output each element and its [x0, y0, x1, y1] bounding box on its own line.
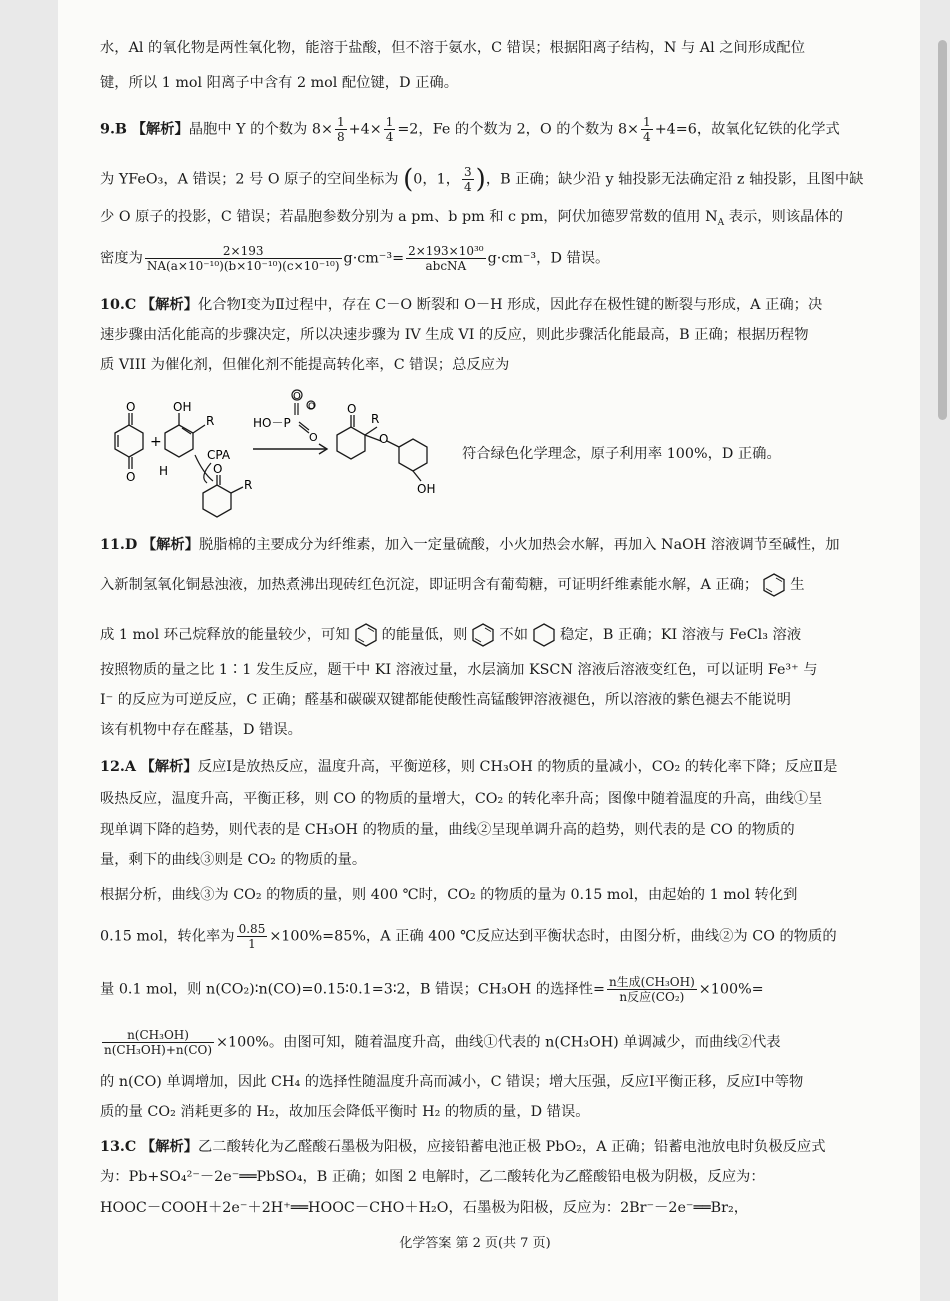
fraction [462, 165, 474, 194]
question-number: 10.C [100, 297, 137, 313]
analysis-tag: 【解析】 [131, 121, 189, 138]
question-number: 11.D [100, 537, 138, 553]
q9-line-2 [100, 165, 863, 194]
q12-line-6 [100, 922, 837, 951]
fraction [335, 115, 347, 144]
q12-line-10: 质的量 CO₂ 消耗更多的 H₂，故加压会降低平衡时 H₂ 的物质的量，D 错误。 [100, 1104, 590, 1120]
denominator: 4 [385, 130, 394, 144]
denominator: abcNA [425, 259, 467, 273]
atom-label: O [347, 402, 357, 416]
q10-line-2: 速步骤由活化能高的步骤决定，所以决速步骤为 IV 生成 VI 的反应，则此步骤活化能最高，B 正确；根据历程物 [100, 327, 809, 343]
fraction [145, 244, 342, 273]
paragraph-line: 键，所以 1 mol 阳离子中含有 2 mol 配位键，D 正确。 [100, 75, 458, 91]
fraction [237, 922, 268, 951]
atom-label: O [126, 470, 136, 484]
atom-label: O [126, 400, 136, 414]
q11-line-5: I⁻ 的反应为可逆反应，C 正确；醛基和碳碳双键都能使酸性高锰酸钾溶液褪色，所以溶液的紫色褪去不能说明 [100, 692, 791, 708]
text: +4=6，故氧化钇铁的化学式 [654, 121, 840, 138]
q12-line-2: 吸热反应，温度升高，平衡正移，则 CO 的物质的量增大，CO₂ 的转化率升高；图像中随着温度的升高，曲线①呈 [100, 791, 823, 807]
denominator: NA(a×10⁻¹⁰)(b×10⁻¹⁰)(c×10⁻¹⁰) [146, 259, 340, 273]
q12-line-7 [100, 975, 764, 1004]
text: 入新制氢氧化铜悬浊液，加热煮沸出现砖红色沉淀，即证明含有葡萄糖，可证明纤维素能水解，A 正确； [100, 577, 759, 593]
denominator: 4 [643, 130, 651, 144]
catalyst-label: CPA [207, 448, 231, 462]
question-number: 9.B [100, 121, 128, 138]
text: =2，Fe 的个数为 2，O 的个数为 8× [397, 121, 640, 138]
q11-line-2 [100, 572, 805, 598]
page-footer: 化学答案 第 2 页(共 7 页) [399, 1236, 551, 1251]
numerator: 1 [336, 115, 345, 129]
q12-line-9: 的 n(CO) 单调增加，因此 CH₄ 的选择性随温度升高而减小，C 错误；增大压强，反应Ⅰ平衡正移，反应Ⅰ中等物 [100, 1074, 804, 1090]
q13-line-1 [100, 1137, 826, 1157]
text: 化合物Ⅰ变为Ⅱ过程中，存在 C－O 断裂和 O－H 形成，因此存在极性键的断裂与形成，A 正确；决 [198, 297, 823, 313]
q11-line-1 [100, 535, 840, 555]
reaction-scheme [95, 385, 455, 525]
text: 少 O 原子的投影，C 错误；若晶胞参数分别为 a pm、b pm 和 c pm，阿伏加德罗常数的值用 N [100, 209, 718, 225]
q11-line-6: 该有机物中存在醛基，D 错误。 [100, 722, 302, 738]
text: ×100%=85%，A 正确 400 ℃反应达到平衡状态时，由图分析，曲线②为 CO 的物质的 [269, 928, 837, 945]
denominator: n反应(CO₂) [619, 990, 685, 1004]
denominator: 4 [464, 180, 472, 194]
q10-line-1 [100, 295, 822, 315]
numerator: 0.85 [238, 922, 266, 936]
subscript: A [717, 217, 725, 228]
q12-line-5: 根据分析，曲线③为 CO₂ 的物质的量，则 400 ℃时，CO₂ 的物质的量为 0.15 mol，由起始的 1 mol 转化到 [100, 887, 798, 903]
text: g·cm⁻³= [343, 250, 405, 267]
q9-line-3 [100, 207, 843, 233]
text: ×100%= [698, 981, 764, 998]
enol-structure [165, 413, 205, 457]
question-number: 13.C [100, 1139, 137, 1155]
atom-label: O [308, 402, 316, 412]
reaction-arrow [253, 444, 327, 454]
text: 稳定，B 正确；KI 溶液与 FeCl₃ 溶液 [560, 627, 802, 643]
product-structure [337, 415, 427, 481]
atom-label: OH [417, 482, 436, 496]
numerator: n(CH₃OH) [102, 1028, 214, 1043]
atom-label: H [159, 464, 169, 478]
text: 密度为 [100, 250, 143, 267]
q11-line-4: 按照物质的量之比 1∶1 发生反应，题干中 KI 溶液过量，水层滴加 KSCN 溶液后溶液变红色，可以证明 Fe³⁺ 与 [100, 662, 818, 678]
scrollbar[interactable] [938, 40, 947, 420]
q13-line-2: 为：Pb+SO₄²⁻－2e⁻══PbSO₄，B 正确；如图 2 电解时，乙二酸转化为乙醛酸铅电极为阴极，反应为： [100, 1169, 765, 1185]
numerator: 2×193 [145, 244, 342, 259]
atom-label: O [379, 432, 389, 446]
numerator: 3 [464, 165, 472, 179]
text: 晶胞中 Y 的个数为 8× [188, 121, 333, 138]
text: 脱脂棉的主要成分为纤维素，加入一定量硫酸，小火加热会水解，再加入 NaOH 溶液调节至碱性，加 [199, 537, 840, 553]
text: ×100%。由图可知，随着温度升高，曲线①代表的 n(CH₃OH) 单调减少，而曲线②代表 [216, 1034, 781, 1051]
text: 不如 [499, 627, 528, 643]
fraction [384, 115, 396, 144]
fraction [102, 1028, 214, 1057]
q9-line-4 [100, 244, 609, 273]
fraction [641, 115, 653, 144]
text: 乙二酸转化为乙醛酸石墨极为阳极，应接铅蓄电池正极 PbO₂，A 正确；铅蓄电池放电时负极反应式 [198, 1139, 826, 1155]
atom-label: O [213, 462, 223, 476]
atom-label: O [293, 391, 301, 402]
text: 反应Ⅰ是放热反应，温度升高，平衡逆移，则 CH₃OH 的物质的量减小，CO₂ 的转化率下降；反应Ⅱ是 [197, 759, 838, 775]
text: 成 1 mol 环己烷释放的能量较少，可知 [100, 627, 350, 643]
atom-label: R [206, 414, 215, 428]
atom-label: R [244, 478, 253, 492]
benzene-icon [532, 622, 556, 648]
cyclohexadiene-icon [471, 622, 495, 648]
text: 0.15 mol，转化率为 [100, 928, 235, 945]
atom-label: O [309, 431, 318, 444]
q9-line-1 [100, 115, 840, 144]
q10-conclusion: 符合绿色化学理念，原子利用率 100%，D 正确。 [462, 446, 781, 462]
analysis-tag: 【解析】 [140, 1139, 198, 1155]
question-number: 12.A [100, 759, 136, 775]
text: ，B 正确；缺少沿 y 轴投影无法确定沿 z 轴投影，且图中缺 [485, 171, 864, 188]
analysis-tag: 【解析】 [141, 537, 200, 553]
numerator: n生成(CH₃OH) [608, 975, 695, 989]
text: 表示，则该晶体的 [724, 209, 844, 225]
analysis-tag: 【解析】 [140, 759, 198, 775]
plus-sign: + [150, 434, 162, 450]
atom-label: R [371, 412, 380, 426]
numerator: 1 [643, 115, 651, 129]
fraction [406, 244, 486, 273]
reagent-label: HO－P [253, 416, 291, 430]
left-paren: ( [403, 164, 414, 195]
denominator: 8 [336, 130, 345, 144]
ketone-structure [203, 475, 243, 517]
text: 0，1， [413, 171, 461, 188]
text: +4× [348, 121, 382, 138]
right-paren: ) [475, 164, 486, 195]
denominator: n(CH₃OH)+n(CO) [104, 1043, 213, 1057]
numerator: 1 [385, 115, 394, 129]
text: g·cm⁻³，D 错误。 [487, 250, 610, 267]
q12-line-8 [100, 1028, 781, 1057]
atom-label: OH [173, 400, 192, 414]
analysis-tag: 【解析】 [140, 297, 198, 313]
benzoquinone-structure [115, 413, 143, 469]
q12-line-3: 现单调下降的趋势，则代表的是 CH₃OH 的物质的量，曲线②呈现单调升高的趋势，则代表的是 CO 的物质的 [100, 822, 795, 838]
q12-line-4: 量，剩下的曲线③则是 CO₂ 的物质的量。 [100, 852, 367, 868]
cyclohexadiene-icon [354, 622, 378, 648]
q12-line-1 [100, 757, 837, 777]
q11-line-3 [100, 622, 801, 648]
q10-line-3: 质 VIII 为催化剂，但催化剂不能提高转化率，C 错误；总反应为 [100, 357, 510, 373]
numerator: 2×193×10³⁰ [408, 244, 484, 258]
paragraph-line: 水，Al 的氧化物是两性氧化物，能溶于盐酸，但不溶于氨水，C 错误；根据阳离子结构，N 与 Al 之间形成配位 [100, 40, 806, 56]
text: 为 YFeO₃，A 错误；2 号 O 原子的空间坐标为 [100, 171, 399, 188]
cyclohexadiene-icon [762, 572, 786, 598]
text: 量 0.1 mol，则 n(CO₂)∶n(CO)=0.15∶0.1=3∶2，B 错误；CH₃OH 的选择性= [100, 981, 605, 998]
q13-line-3: HOOC－COOH＋2e⁻＋2H⁺══HOOC－CHO＋H₂O，石墨极为阳极，反应为：2Br⁻－2e⁻══Br₂， [100, 1200, 749, 1216]
fraction [607, 975, 697, 1004]
text: 生 [790, 577, 805, 593]
text: 的能量低，则 [381, 627, 468, 643]
denominator: 1 [248, 937, 256, 951]
